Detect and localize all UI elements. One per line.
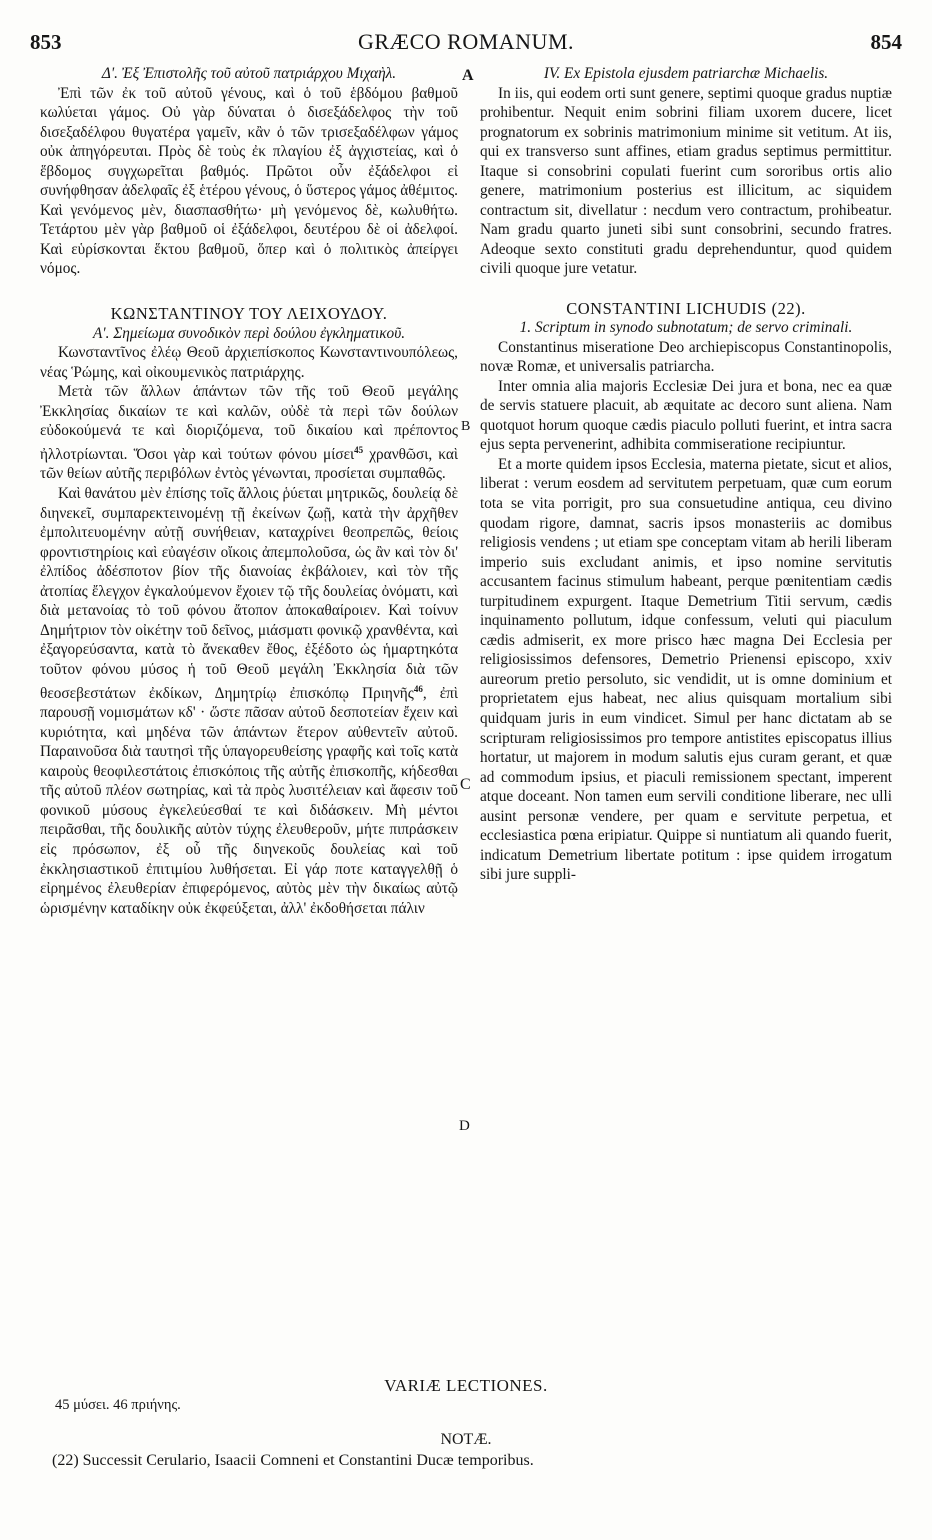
margin-letter-a: A xyxy=(462,67,474,84)
greek-section-heading: Δ'. Ἐξ Ἐπιστολῆς τοῦ αὐτοῦ πατριάρχου Μιχαὴλ. xyxy=(101,65,397,82)
notae-heading: NOTÆ. xyxy=(440,1431,492,1448)
latin-paragraph-4: Et a morte quidem ipsos Ecclesia, materna pietate, sicut et alios, liberat : verum eosdem ad servitutem perpetuam, quæ cum eorum tota se vita porrigit, pro sua consuetudine antiqua, ceu divino quodam rigore, damnat, sacris ipsos monasteriis ac domibus religiosis vendens ; ut etiam spe conceptam vitam ab herili liberam imperio suis excludant animis, et ipso nomine servitutis accusantem facinus stimulum habeant, perque pœnitentiam cædis turpitudinem expurgent. Itaque Demetrium Titii servum, cædis inquinamento pollutum, idque confessum, veluti qui piaculum cædis admiserit, ex more prisco hæc magna Dei Ecclesia per religiosissimos defensores, Demetrio Prienensi episcopo, xxiv aureorum pretio persoluto, sic vendidit, ut is omne dominium et proprietatem ejus habeat, nec alius quisquam mortalium sibi quidquam juris in eum vindicet. Simul per hanc dictatam ab se scripturam religiosissimos pro tempore antistites episcopatus illius hortatur, ut majorem in modum salutis ejus curam gerant, et quæ ad commodum ipsius, et piaculi remissionem spectant, imperent atque doceant. Non tamen eum servili conditione liberare, nec ulli ausint personæ vendere, per quam e servitute perpetua, et ecclesiastica pœna eripiatur. Quippe si nuntiatum ali quando fuerit, indicatum Demetrium libertate potitum : ipse quidem irrogatum sibi jure suppli- xyxy=(480,455,892,884)
variant-reference: 45 xyxy=(354,444,364,455)
greek-paragraph-2: Κωνσταντῖνος ἐλέῳ Θεοῦ ἀρχιεπίσκοπος Κωνσταντινουπόλεως, νέας Ῥώμης, καὶ οἰκουμενικὸς πατριάρχης. xyxy=(40,344,458,381)
margin-letter-b: B xyxy=(461,419,471,434)
page-number-left: 853 xyxy=(30,30,62,54)
greek-paragraph-4 xyxy=(40,484,458,918)
page-number-right: 854 xyxy=(870,30,902,54)
margin-letter-d: D xyxy=(459,1118,470,1134)
latin-column xyxy=(480,64,892,885)
variae-lectiones-heading: VARIÆ LECTIONES. xyxy=(384,1376,548,1395)
greek-paragraph-3 xyxy=(40,382,458,484)
greek-paragraph-3-text-cont: χρανθῶσι, καὶ τῶν θείων αὐτῆς περιβόλων ἐντὸς γένωνται, προσίεται συμπαθῶς. xyxy=(40,445,458,483)
latin-author-heading: CONSTANTINI LICHUDIS (22). xyxy=(566,298,806,318)
notae-footnote: (22) Successit Cerulario, Isaacii Comneni et Constantini Ducæ temporibus. xyxy=(52,1452,534,1469)
greek-paragraph-4-text-cont: , ἐπὶ παρουσῇ νομισμάτων κδ' · ὥστε πᾶσαν αὐτοῦ δεσποτείαν ἔχειν καὶ κυριότητα, καὶ μηδένα τῶν ἁπάντων ἕτερον αὐθεντεῖν αὐτοῦ. Παραινοῦσα διὰ ταυτησὶ τῆς ὑπαγορευθείσης γραφῆς καὶ τοῖς κατὰ καιροὺς θεοφιλεστάτοις ἐπισκόποις τῆς αὐτῆς ἐπισκοπῆς, κήδεσθαι τῆς αὐτοῦ πλέον σωτηρίας, καὶ τὰ πρὸς λυσιτέλειαν καὶ ἄφεσιν τοῦ φονικοῦ μύσους ἐγκελεύεσθαί τε καὶ διδάσκειν. Μὴ μέντοι πειρᾶσθαι, τῆς δουλικῆς αὐτὸν τύχης ἐλευθεροῦν, μήτε πιπράσκειν εἰς πρόσωπον, ἐξ οὗ τῆς διηνεκοῦς δουλείας καὶ τοῦ ἐκκλησιαστικοῦ ἐπιτιμίου λυθήσεται. Εἰ γάρ ποτε καταγγελθῇ ὁ εἰρημένος ἐλευθερίαν ἐπιφερόμενος, αὐτὸς μὲν τὴν δικαίως αὐτῷ ὡρισμένην καταδίκην οὐκ ἐκφεύξεται, ἀλλ' ἐκδοθήσεται πάλιν xyxy=(40,684,458,917)
greek-document-title: Α'. Σημείωμα συνοδικὸν περὶ δούλου ἐγκληματικοῦ. xyxy=(92,324,406,342)
running-title: GRÆCO ROMANUM. xyxy=(357,29,575,54)
latin-paragraph-3: Inter omnia alia majoris Ecclesiæ Dei jura et bona, nec ea quæ de servis statuere placuit, ab æquitate ac decoro sunt aliena. Nam quotquot horum quoque cædis piaculo polluti fuerint, et intra sacra ejus septa pervenerint, adhibita commiseratione recipiuntur. xyxy=(480,377,892,454)
greek-author-heading: ΚΩΝΣΤΑΝΤΙΝΟΥ ΤΟΥ ΛΕΙΧΟΥΔΟΥ. xyxy=(110,304,388,324)
margin-letter-c: C xyxy=(460,776,471,793)
greek-paragraph-3-text: Μετὰ τῶν ἄλλων ἁπάντων τῶν τῆς τοῦ Θεοῦ μεγάλης Ἐκκλησίας δικαίων τε καὶ καλῶν, οὐδὲ τὰ περὶ τῶν δούλων εὐδοκούμενά τε καὶ διοριζόμενα, τοῦ δικαίου καὶ πρέποντος ἠλλοτρίωνται. Ὅσοι γὰρ καὶ τούτων φόνου μίσει xyxy=(40,383,458,463)
latin-section-heading: IV. Ex Epistola ejusdem patriarchæ Michaelis. xyxy=(543,65,829,82)
variant-reference: 46 xyxy=(413,683,423,694)
greek-paragraph-1: Ἐπὶ τῶν ἐκ τοῦ αὐτοῦ γένους, καὶ ὁ τοῦ ἑβδόμου βαθμοῦ κωλύεται γάμος. Οὐ γὰρ δύναται ὁ δισεξάδελφος τὴν τοῦ δισεξαδέλφου θυγατέρα γαμεῖν, κἂν ὁ τῶν τρισεξαδέλφων γάμος οὐκ ἀπηγόρευται. Πρὸς δὲ τοὺς ἐκ πλαγίου ἐξ ἀγχιστείας, καὶ ὁ ἕβδομος συγχωρεῖται βαθμός. Πρῶτοι οὖν ἐξάδελφοι εἰ συνήφθησαν ἀδελφαῖς ἐξ ἑτέρου γένους, ὁ ὕστερος γάμος ἀθέμιτος. Καὶ γενόμενος μὲν, διασπασθήτω· μὴ γενόμενος δὲ, κωλυθήτω. Τετάρτου μὲν γὰρ βαθμοῦ οἱ ἐξάδελφοι, δευτέρου δὲ οἱ ἀδελφοί. Καὶ εὑρίσκονται ἕκτου βαθμοῦ, ὅπερ καὶ ὁ πολιτικὸς ἀπείργει νόμος. xyxy=(40,84,458,278)
latin-paragraph-2: Constantinus miseratione Deo archiepiscopus Constantinopolis, novæ Romæ, et universalis patriarcha. xyxy=(480,338,892,376)
variae-lectiones-notes: 45 μύσει. 46 πριήνης. xyxy=(55,1397,181,1413)
greek-paragraph-4-text: Καὶ θανάτου μὲν ἐπίσης τοῖς ἄλλοις ῥύεται μητρικῶς, δουλείᾳ δὲ διηνεκεῖ, συμπαρεκτεινομένῃ τῇ ἐκείνων ζωῇ, κατὰ τὴν ἀρχῆθεν ἐμπολιτευομένην αὐτῇ συνήθειαν, καταχρίνει θεοπρεπῶς, θείοις φροντιστηρίοις καὶ εὐαγέσιν οἴκοις ἀπεμπολοῦσα, ὡς ἂν καὶ τὸν δι' ἐλπίδος ἀδέσποτον βίον τῆς διανοίας ἐκβάλοιεν, καὶ τὸν τῆς ἀτοπίας ἔλεγχον ἐγκαλούμενον ἔχοιεν τῷ τῆς δουλείας ὀνόματι, καὶ διὰ μετανοίας τὸ τοῦ φόνου ἄτοπον ἀποκαθαίροιεν. Καὶ τοίνυν Δημήτριον τὸν οἰκέτην τοῦ δεῖνος, μιάσματι φονικῷ χρανθέντα, καὶ ἐξαγορεύσαντα, κατὰ τὸ ἄνεκαθεν ἔθος, ἐξέδοτο ὡς ἡμαρτηκότα τοῦτον φόνου μύσος ἡ τοῦ Θεοῦ μεγάλη Ἐκκλησία διὰ τῶν θεοσεβεστάτων ἐκδίκων, Δημητρίῳ ἐπισκόπῳ Πριηνῆς xyxy=(40,485,458,702)
latin-paragraph-1: In iis, qui eodem orti sunt genere, septimi quoque gradus nuptiæ prohibentur. Nequit enim sobrini filiam uxorem ducere, licet prognatorum ex sobrinis matrimonium minime sit vetitum. At iis, qui ex transverso sunt affines, etiam gradus septimus permittitur. Itaque si consobrini copulati fuerint cum sororibus ortis alio genere, matrimonium posterius est illicitum, ac siquidem contractum sit, divellatur : necdum vero contractum, prohibeatur. Nam gradu quarto juneti sibi sunt consobrini, secundo fratres. Adeoque sexto constituti gradu deprehenduntur, quod quidem civili quoque jure vetatur. xyxy=(480,84,892,278)
greek-column xyxy=(40,64,458,918)
latin-document-title: 1. Scriptum in synodo subnotatum; de servo criminali. xyxy=(519,319,853,337)
